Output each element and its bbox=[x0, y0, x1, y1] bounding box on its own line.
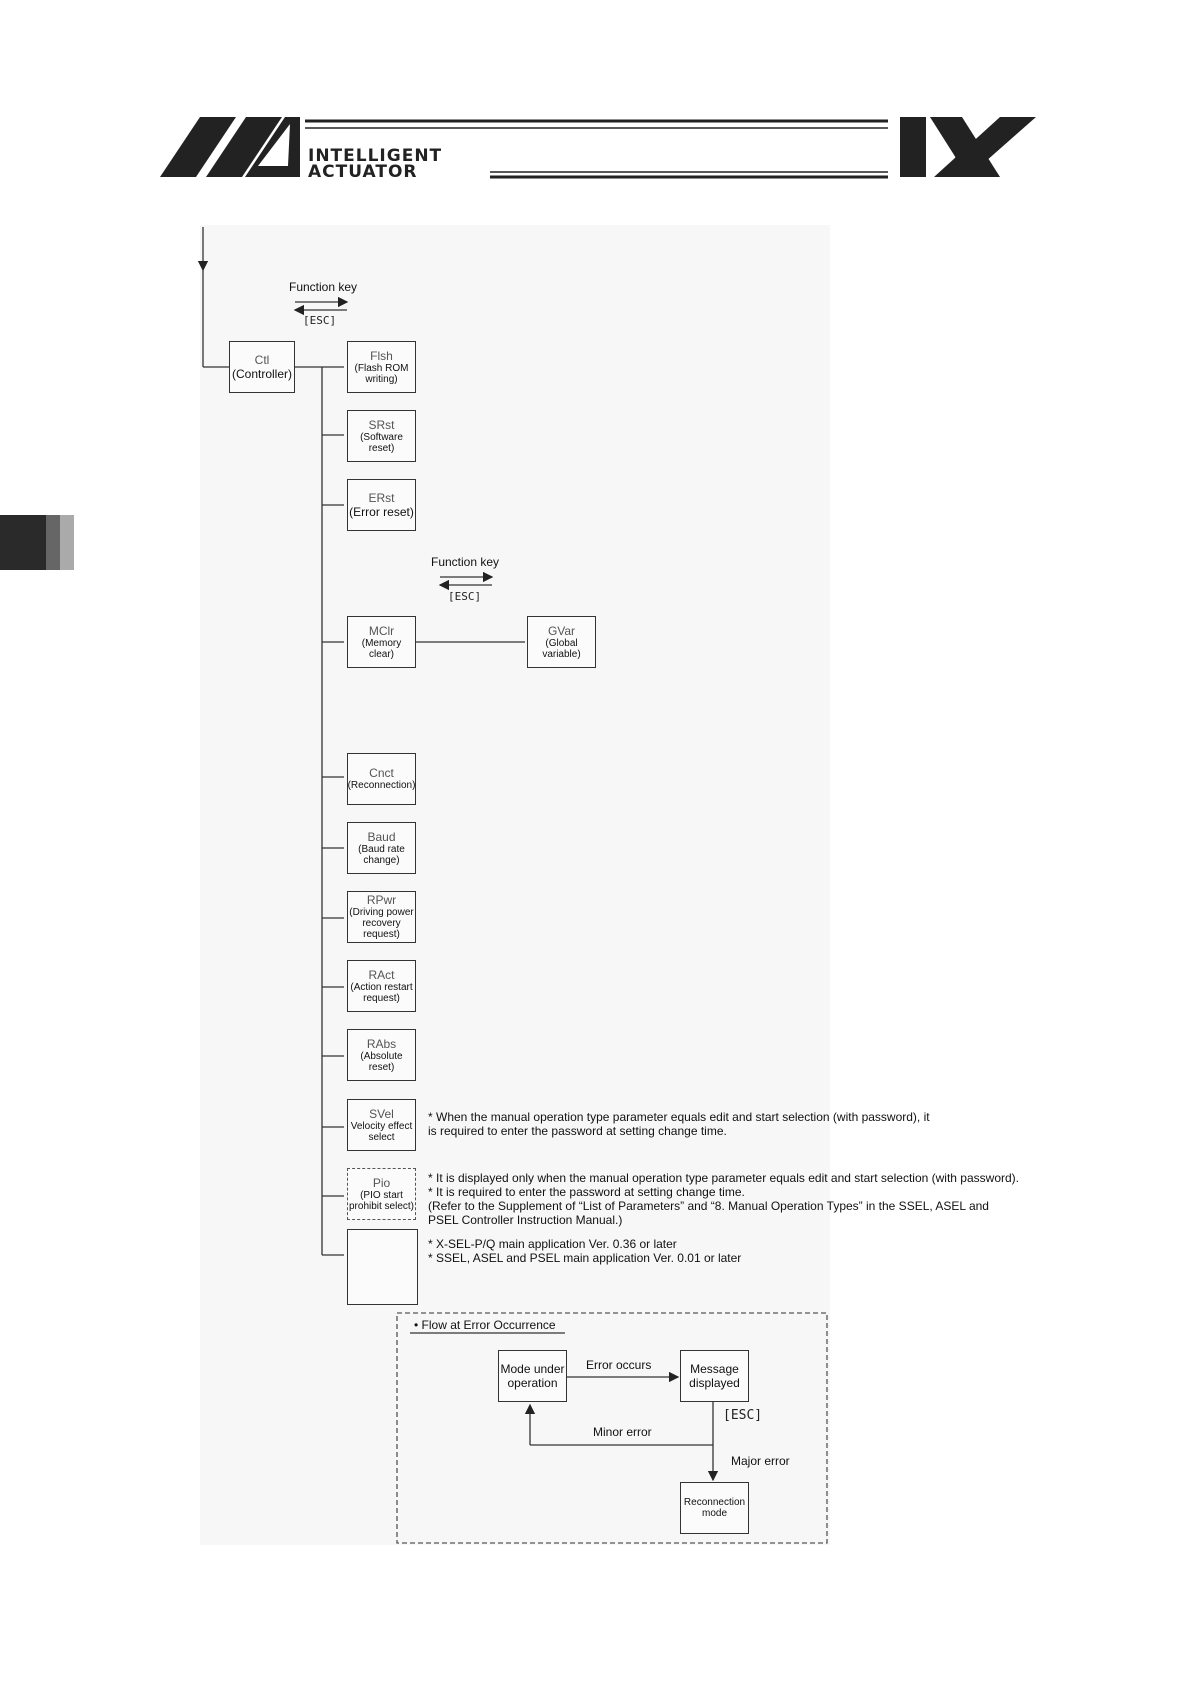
message-displayed-label: Message displayed bbox=[689, 1362, 740, 1390]
error-occurs-label: Error occurs bbox=[586, 1358, 652, 1372]
ctl-code: Ctl bbox=[254, 352, 270, 367]
cnct-desc: (Reconnection) bbox=[347, 780, 416, 791]
pio-note-line: * It is displayed only when the manual operation type parameter equals edit and start selection (with password). bbox=[428, 1171, 1019, 1185]
svel-box bbox=[347, 1099, 416, 1151]
esc-label-1: [ESC] bbox=[303, 314, 337, 327]
pio-note-line: PSEL Controller Instruction Manual.) bbox=[428, 1213, 623, 1227]
reconnection-mode-box bbox=[680, 1482, 749, 1534]
error-flow-title: • Flow at Error Occurrence bbox=[414, 1318, 556, 1332]
srst-code: SRst bbox=[368, 417, 395, 432]
mclr-desc: (Memory clear) bbox=[361, 637, 402, 660]
major-error-label: Major error bbox=[731, 1454, 790, 1468]
svel-note bbox=[428, 1110, 958, 1138]
pio-code: Pio bbox=[372, 1175, 391, 1190]
flsh-box bbox=[347, 341, 416, 393]
rpwr-code: RPwr bbox=[366, 893, 397, 907]
baud-box bbox=[347, 822, 416, 874]
mclr-box bbox=[347, 616, 416, 668]
pio-note bbox=[428, 1171, 1048, 1227]
mode-under-operation-box bbox=[498, 1350, 567, 1402]
function-key-label-1: Function key bbox=[289, 280, 358, 294]
pio-note-line: (Refer to the Supplement of “List of Parameters” and “8. Manual Operation Types” in the SSEL, ASEL and bbox=[428, 1199, 989, 1213]
gvar-box bbox=[527, 616, 596, 668]
gvar-desc: (Global variable) bbox=[542, 637, 581, 660]
error-esc-label: [ESC] bbox=[723, 1408, 763, 1423]
svel-note-line: * When the manual operation type parameter equals edit and start selection (with password), it bbox=[428, 1110, 930, 1124]
brand-line2: ACTUATOR bbox=[308, 162, 418, 182]
ract-code: RAct bbox=[368, 967, 395, 982]
ctl-box bbox=[229, 341, 295, 393]
cnct-code: Cnct bbox=[369, 766, 394, 780]
flsh-desc: (Flash ROM writing) bbox=[354, 362, 409, 385]
flsh-code: Flsh bbox=[370, 348, 393, 363]
baud-code: Baud bbox=[367, 829, 396, 844]
rabs-box bbox=[347, 1029, 416, 1081]
gvar-code: GVar bbox=[547, 623, 576, 638]
pio-box bbox=[347, 1168, 416, 1220]
baud-desc: (Baud rate change) bbox=[358, 843, 405, 866]
function-key-label-2: Function key bbox=[431, 555, 500, 569]
erst-desc: (Error reset) bbox=[349, 504, 414, 519]
svel-desc: Velocity effect select bbox=[350, 1120, 413, 1143]
cnct-box bbox=[347, 753, 416, 805]
svel-code: SVel bbox=[369, 1106, 394, 1121]
rpwr-desc: (Driving power recovery request) bbox=[349, 907, 414, 940]
pio-note-line: * It is required to enter the password at setting change time. bbox=[428, 1185, 745, 1199]
rabs-desc: (Absolute reset) bbox=[360, 1050, 403, 1073]
mode-under-operation-label: Mode under operation bbox=[500, 1362, 565, 1390]
rpwr-box bbox=[347, 891, 416, 943]
empty-box bbox=[347, 1229, 418, 1305]
srst-desc: (Software reset) bbox=[360, 431, 403, 454]
pio-desc: (PIO start prohibit select) bbox=[348, 1189, 415, 1212]
minor-error-label: Minor error bbox=[593, 1425, 652, 1439]
rabs-code: RAbs bbox=[366, 1036, 397, 1051]
version-note-line: * X-SEL-P/Q main application Ver. 0.36 or later bbox=[428, 1237, 677, 1251]
erst-code: ERst bbox=[368, 490, 395, 505]
version-note bbox=[428, 1237, 928, 1265]
erst-box bbox=[347, 479, 416, 531]
esc-label-2: [ESC] bbox=[448, 590, 482, 603]
version-note-line: * SSEL, ASEL and PSEL main application Ver. 0.01 or later bbox=[428, 1251, 742, 1265]
ract-desc: (Action restart request) bbox=[350, 981, 413, 1004]
message-displayed-box bbox=[680, 1350, 749, 1402]
reconnection-mode-label: Reconnection mode bbox=[683, 1497, 746, 1519]
ract-box bbox=[347, 960, 416, 1012]
svel-note-line: is required to enter the password at setting change time. bbox=[428, 1124, 727, 1138]
srst-box bbox=[347, 410, 416, 462]
mclr-code: MClr bbox=[368, 623, 395, 638]
brand-line1: INTELLIGENT bbox=[308, 146, 443, 166]
ctl-desc: (Controller) bbox=[231, 366, 292, 381]
